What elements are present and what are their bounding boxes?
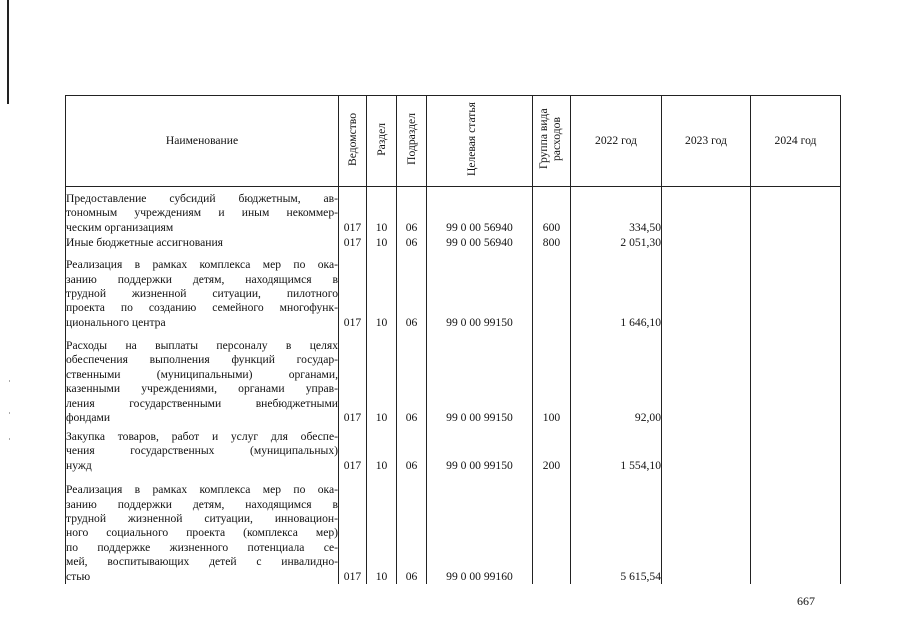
- row-name-line: казенными учреждениями, органами управ-: [66, 382, 338, 396]
- row-name-line: ления государственными внебюджетными: [66, 396, 338, 410]
- amount-2023-cell: [662, 330, 751, 425]
- header-celevaya-statya: Целевая статья: [464, 101, 478, 177]
- row-name-line: стью: [66, 569, 91, 583]
- vedomstvo-cell: 017: [339, 235, 367, 251]
- row-name-line: фондами: [66, 410, 111, 424]
- header-2022: 2022 год: [571, 96, 662, 187]
- table-row: [66, 187, 841, 235]
- row-name-line: ческим организациям: [66, 220, 174, 234]
- row-name-line: Реализация в рамках комплекса мер по ока-: [66, 483, 338, 497]
- row-name-cell: [66, 330, 339, 425]
- row-name-line: тономным учреждениям и иным некоммер-: [66, 206, 338, 220]
- gruppa-cell: 200: [533, 425, 571, 473]
- amount-2023-cell: [662, 473, 751, 584]
- podrazdel-cell: 06: [397, 425, 427, 473]
- razdel-cell: 10: [367, 235, 397, 251]
- amount-2024-cell: [751, 235, 841, 251]
- row-name-cell: [66, 425, 339, 473]
- amount-2023-cell: [662, 251, 751, 330]
- amount-2024-cell: [751, 473, 841, 584]
- celevaya-statya-cell: 99 0 00 56940: [427, 235, 533, 251]
- amount-2022-cell: 1 554,10: [571, 425, 662, 473]
- row-name-cell: [66, 473, 339, 584]
- table-row: [66, 425, 841, 473]
- row-name-line: Расходы на выплаты персоналу в целях: [66, 338, 338, 352]
- podrazdel-cell: 06: [397, 235, 427, 251]
- amount-2024-cell: [751, 187, 841, 235]
- razdel-cell: 10: [367, 251, 397, 330]
- celevaya-statya-cell: 99 0 00 99160: [427, 473, 533, 584]
- gruppa-cell: [533, 251, 571, 330]
- amount-2023-cell: [662, 235, 751, 251]
- row-name-cell: [66, 251, 339, 330]
- row-name-line: ционального центра: [66, 315, 166, 329]
- row-name-line: чения государственных (муниципальных): [66, 444, 338, 458]
- podrazdel-cell: 06: [397, 251, 427, 330]
- header-vedomstvo: Ведомство: [346, 112, 359, 166]
- header-gruppa-vida-raskhodov: Группа вида расходов: [536, 108, 563, 170]
- razdel-cell: 10: [367, 473, 397, 584]
- scan-speck: [9, 412, 10, 414]
- vedomstvo-cell: 017: [339, 187, 367, 235]
- header-name: Наименование: [66, 96, 339, 187]
- row-name-line: ного социального проекта (комплекса мер): [66, 526, 338, 540]
- scan-speck: [9, 438, 10, 440]
- vedomstvo-cell: 017: [339, 330, 367, 425]
- vedomstvo-cell: 017: [339, 251, 367, 330]
- row-name-line: трудной жизненной ситуации, инновацион-: [66, 511, 338, 525]
- table-row: [66, 251, 841, 330]
- header-razdel: Раздел: [375, 122, 388, 156]
- amount-2024-cell: [751, 330, 841, 425]
- row-name-line: занию поддержки детям, находящимся в: [66, 272, 338, 286]
- vedomstvo-cell: 017: [339, 425, 367, 473]
- razdel-cell: 10: [367, 330, 397, 425]
- amount-2022-cell: 2 051,30: [571, 235, 662, 251]
- row-name-cell: [66, 187, 339, 235]
- row-name-line: Иные бюджетные ассигнования: [66, 236, 223, 250]
- table-row: [66, 235, 841, 251]
- scan-speck: [9, 380, 10, 382]
- amount-2022-cell: 1 646,10: [571, 251, 662, 330]
- amount-2022-cell: 92,00: [571, 330, 662, 425]
- gruppa-cell: 800: [533, 235, 571, 251]
- row-name-line: мей, воспитывающих детей с инвалидно-: [66, 555, 338, 569]
- amount-2024-cell: [751, 251, 841, 330]
- podrazdel-cell: 06: [397, 473, 427, 584]
- podrazdel-cell: 06: [397, 330, 427, 425]
- header-row: [66, 96, 841, 187]
- amount-2023-cell: [662, 187, 751, 235]
- razdel-cell: 10: [367, 187, 397, 235]
- row-name-line: трудной жизненной ситуации, пилотного: [66, 286, 338, 300]
- row-name-line: Закупка товаров, работ и услуг для обеспе-: [66, 429, 338, 443]
- header-podrazdel: Подраздел: [405, 113, 418, 165]
- header-2023: 2023 год: [662, 96, 751, 187]
- row-name-line: обеспечения выполнения функций государ-: [66, 353, 338, 367]
- amount-2023-cell: [662, 425, 751, 473]
- budget-table: [65, 95, 841, 584]
- row-name-line: ственными (муниципальными) органами,: [66, 367, 338, 381]
- row-name-line: занию поддержки детям, находящимся в: [66, 497, 338, 511]
- celevaya-statya-cell: 99 0 00 99150: [427, 425, 533, 473]
- celevaya-statya-cell: 99 0 00 99150: [427, 251, 533, 330]
- amount-2022-cell: 334,50: [571, 187, 662, 235]
- gruppa-cell: 600: [533, 187, 571, 235]
- page-number: 667: [797, 594, 815, 608]
- razdel-cell: 10: [367, 425, 397, 473]
- row-name-line: по поддержке жизненного потенциала се-: [66, 540, 338, 554]
- gruppa-cell: 100: [533, 330, 571, 425]
- row-name-line: нужд: [66, 458, 92, 472]
- celevaya-statya-cell: 99 0 00 56940: [427, 187, 533, 235]
- vedomstvo-cell: 017: [339, 473, 367, 584]
- row-name-line: проекта по созданию семейного многофунк-: [66, 301, 338, 315]
- amount-2024-cell: [751, 425, 841, 473]
- amount-2022-cell: 5 615,54: [571, 473, 662, 584]
- row-name-line: Реализация в рамках комплекса мер по ока-: [66, 258, 338, 272]
- celevaya-statya-cell: 99 0 00 99150: [427, 330, 533, 425]
- gruppa-cell: [533, 473, 571, 584]
- row-name-cell: [66, 235, 339, 251]
- table-row: [66, 330, 841, 425]
- table-row: [66, 473, 841, 584]
- scan-margin-line: [7, 0, 9, 104]
- header-2024: 2024 год: [751, 96, 841, 187]
- row-name-line: Предоставление субсидий бюджетным, ав-: [66, 191, 338, 205]
- podrazdel-cell: 06: [397, 187, 427, 235]
